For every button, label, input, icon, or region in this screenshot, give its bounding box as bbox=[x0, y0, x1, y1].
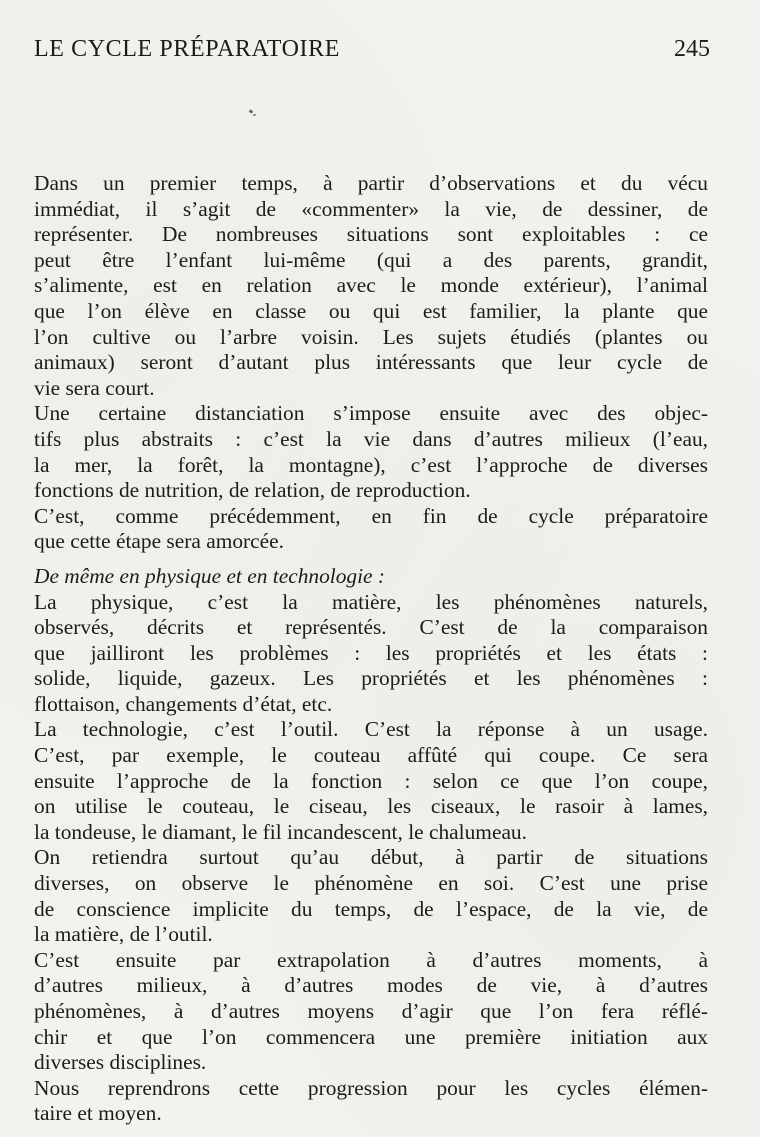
text-line: Nous reprendrons cette progression pour les cycles élémen- bbox=[34, 1075, 708, 1100]
section-heading: De même en physique et en technologie : bbox=[34, 563, 386, 588]
text-line: taire et moyen. bbox=[34, 1101, 162, 1126]
text-line: la matière, de l’outil. bbox=[34, 922, 213, 947]
text-line: observés, décrits et représentés. C’est de la comparaison bbox=[34, 615, 708, 640]
text-line: chir et que l’on commencera une première initiation aux bbox=[34, 1024, 708, 1049]
ink-speck bbox=[253, 114, 256, 116]
text-line: phénomènes, à d’autres moyens d’agir que l’on fera réflé- bbox=[34, 999, 708, 1023]
text-line: animaux) seront d’autant plus intéressants que leur cycle de bbox=[34, 350, 708, 375]
text-line: La physique, c’est la matière, les phénomènes naturels, bbox=[34, 589, 708, 614]
text-line: C’est, comme précédemment, en fin de cycle préparatoire bbox=[34, 503, 708, 528]
text-line: on utilise le couteau, le ciseau, les ciseaux, le rasoir à lames, bbox=[34, 794, 708, 819]
text-line: que l’on élève en classe ou qui est familier, la plante que bbox=[34, 298, 708, 323]
text-line: la tondeuse, le diamant, le fil incandescent, le chalumeau. bbox=[34, 819, 527, 844]
text-line: la mer, la forêt, la montagne), c’est l’approche de diverses bbox=[34, 452, 708, 477]
text-line: diverses disciplines. bbox=[34, 1050, 207, 1075]
text-line: C’est ensuite par extrapolation à d’autres moments, à bbox=[34, 947, 708, 972]
paragraph-gap bbox=[34, 555, 708, 564]
text-line: diverses, on observe le phénomène en soi. C’est une prise bbox=[34, 871, 708, 896]
page-header bbox=[34, 34, 710, 66]
text-line: On retiendra surtout qu’au début, à partir de situations bbox=[34, 845, 708, 870]
text-line: tifs plus abstraits : c’est la vie dans d’autres milieux (l’eau, bbox=[34, 426, 708, 451]
text-line: La technologie, c’est l’outil. C’est la réponse à un usage. bbox=[34, 717, 708, 742]
body-text bbox=[34, 171, 708, 1127]
text-line: Une certaine distanciation s’impose ensuite avec des objec- bbox=[34, 401, 708, 426]
page-number: 245 bbox=[674, 36, 710, 62]
text-line: ensuite l’approche de la fonction : selon ce que l’on coupe, bbox=[34, 768, 708, 793]
text-line: représenter. De nombreuses situations sont exploitables : ce bbox=[34, 222, 708, 247]
text-line: s’alimente, est en relation avec le monde extérieur), l’animal bbox=[34, 273, 708, 298]
text-line: Dans un premier temps, à partir d’observations et du vécu bbox=[34, 171, 708, 195]
text-line: solide, liquide, gazeux. Les propriétés et les phénomènes : bbox=[34, 666, 708, 691]
text-line: que jailliront les problèmes : les propriétés et les états : bbox=[34, 640, 708, 665]
text-line: l’on cultive ou l’arbre voisin. Les sujets étudiés (plantes ou bbox=[34, 324, 708, 349]
running-title: LE CYCLE PRÉPARATOIRE bbox=[34, 36, 340, 62]
text-line: fonctions de nutrition, de relation, de reproduction. bbox=[34, 478, 471, 503]
text-line: vie sera court. bbox=[34, 375, 155, 400]
text-line: immédiat, il s’agit de «commenter» la vie, de dessiner, de bbox=[34, 196, 708, 221]
text-line: d’autres milieux, à d’autres modes de vie, à d’autres bbox=[34, 973, 708, 998]
text-line: C’est, par exemple, le couteau affûté qui coupe. Ce sera bbox=[34, 743, 708, 768]
text-line: de conscience implicite du temps, de l’espace, de la vie, de bbox=[34, 896, 708, 921]
text-line: peut être l’enfant lui-même (qui a des parents, grandit, bbox=[34, 247, 708, 272]
text-line: flottaison, changements d’état, etc. bbox=[34, 691, 333, 716]
text-line: que cette étape sera amorcée. bbox=[34, 529, 284, 554]
